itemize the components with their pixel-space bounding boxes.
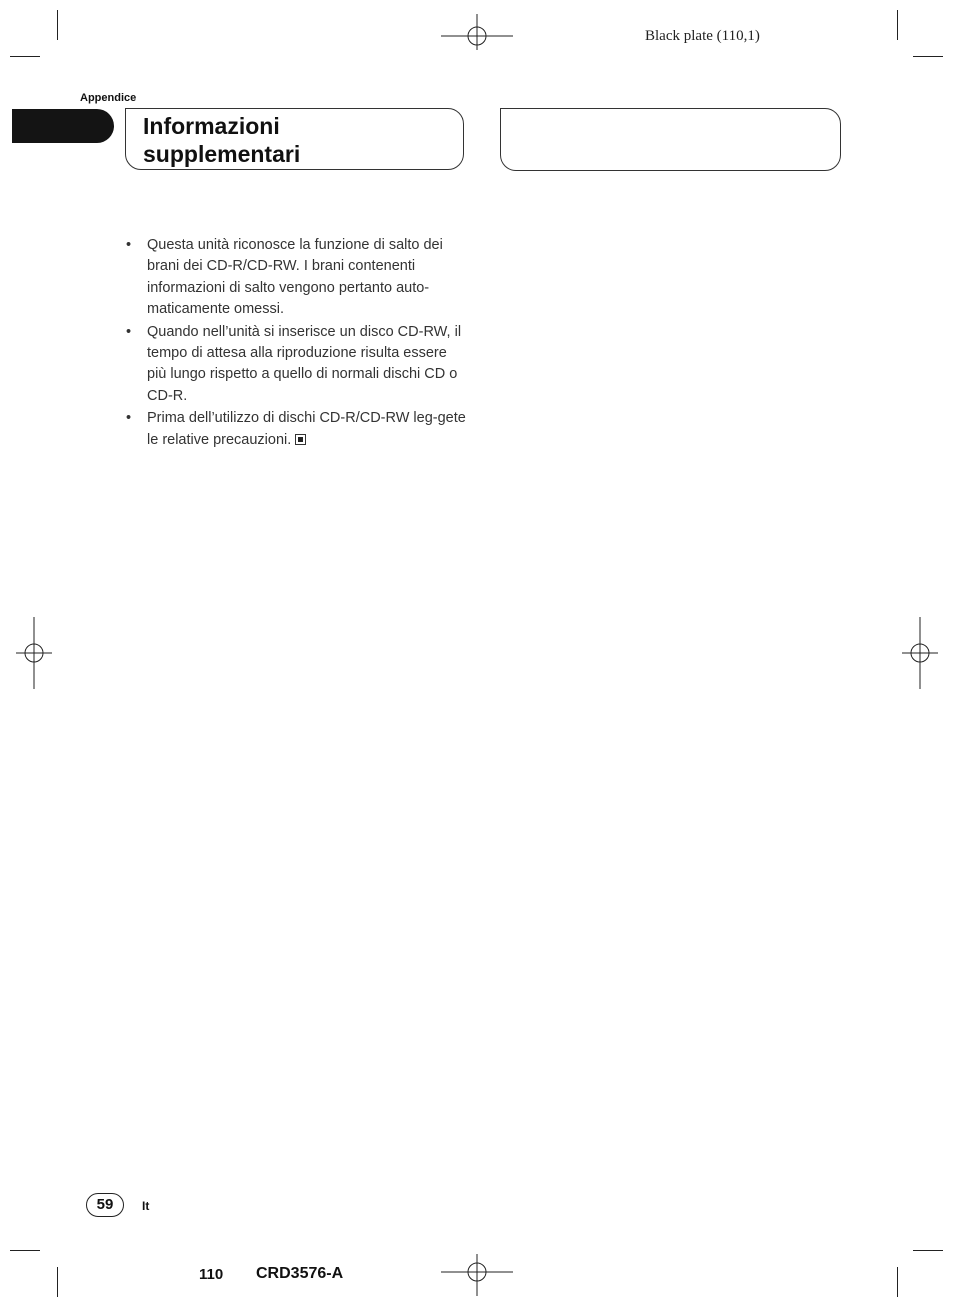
plate-info: Black plate (110,1) — [645, 28, 760, 44]
crop-mark — [897, 1267, 898, 1297]
bullet-text: Questa unità riconosce la funzione di salto dei brani dei CD-R/CD-RW. I brani contenenti informazioni di salto vengono pertanto auto-maticamente omessi. — [147, 237, 443, 317]
registration-mark-icon — [441, 0, 513, 72]
language-code: It — [142, 1199, 150, 1213]
crop-mark — [913, 56, 943, 57]
list-item — [124, 235, 469, 320]
registration-mark-icon — [882, 617, 954, 689]
model-code: CRD3576-A — [256, 1265, 344, 1282]
page-number-badge: 59 — [86, 1193, 124, 1217]
list-item — [124, 408, 469, 451]
bullet-icon: • — [126, 237, 132, 253]
right-title-frame — [500, 108, 841, 171]
crop-mark — [57, 1267, 58, 1297]
crop-mark — [913, 1250, 943, 1251]
section-tab — [12, 109, 114, 143]
end-of-section-icon — [295, 434, 306, 445]
section-label: Appendice — [80, 92, 137, 104]
bullet-text: Prima dell’utilizzo di dischi CD-R/CD-RW leg-gete le relative precauzioni. — [147, 410, 466, 448]
registration-mark-icon — [0, 617, 72, 689]
page-title: Informazioni supplementari — [143, 113, 301, 167]
bullet-icon: • — [126, 410, 132, 427]
bullet-list — [124, 235, 469, 452]
bullet-text: Quando nell’unità si inserisce un disco CD-RW, il tempo di attesa alla riproduzione risulta essere più lungo rispetto a quello di normali dischi CD o CD-R. — [147, 323, 462, 404]
crop-mark — [10, 1250, 40, 1251]
crop-mark — [10, 56, 40, 57]
print-page-number: 110 — [199, 1266, 224, 1283]
registration-mark-icon — [441, 1236, 513, 1308]
bullet-icon: • — [126, 323, 132, 340]
list-item — [124, 322, 469, 407]
crop-mark — [57, 10, 58, 40]
crop-mark — [897, 10, 898, 40]
